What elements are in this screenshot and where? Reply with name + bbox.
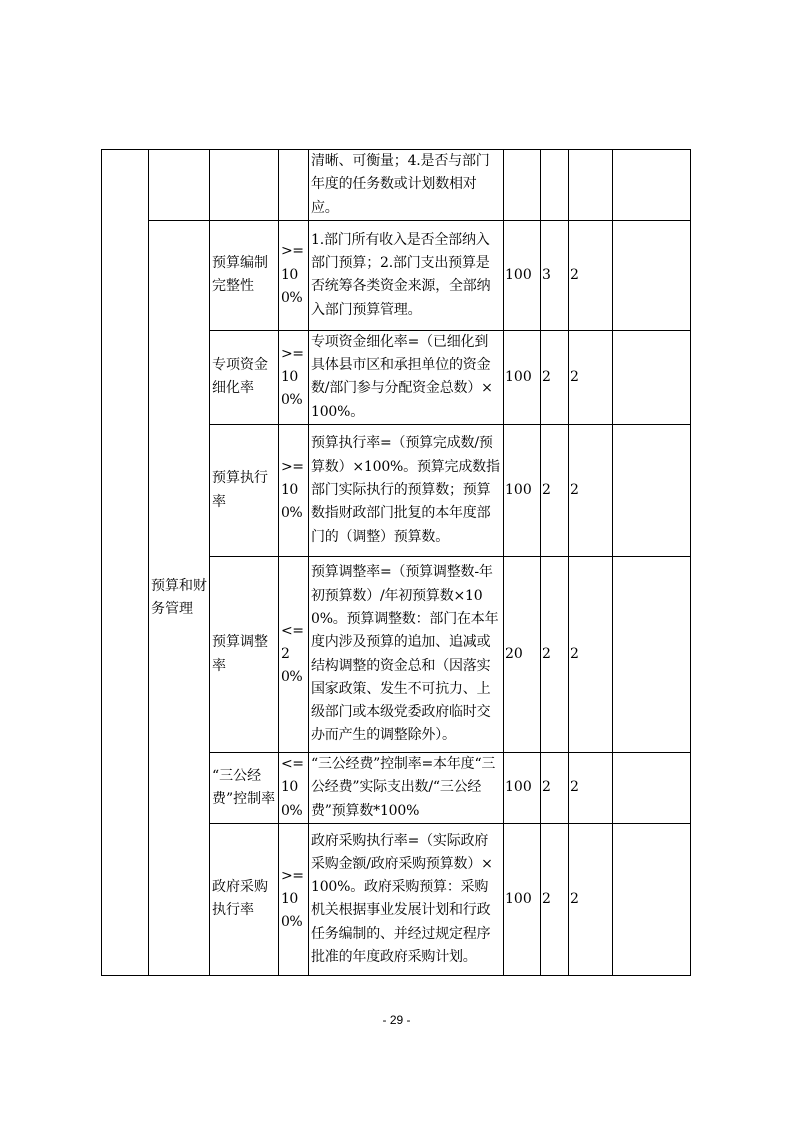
indicator-target: 100 bbox=[505, 890, 532, 907]
indicator-name: 预算调整率 bbox=[212, 634, 268, 674]
criteria-cell bbox=[309, 150, 504, 221]
level2-category-cell bbox=[149, 220, 210, 975]
remark-cell bbox=[613, 557, 691, 753]
indicator-weight: 2 bbox=[542, 481, 551, 498]
indicator-score: 2 bbox=[570, 368, 579, 385]
indicator-criteria: 预算调整率=（预算调整数-年初预算数）/年初预算数×100%。预算调整数：部门在本年度内涉及预算的追加、追减或结构调整的资金总和（因落实国家政策、发生不可抗力、上级部门或本级党委政府临时交办而产生的调整除外）。 bbox=[311, 564, 499, 744]
indicator-weight: 2 bbox=[542, 890, 551, 907]
indicator-standard: >=100% bbox=[281, 867, 304, 931]
weight-cell bbox=[541, 425, 569, 557]
indicator-score: 2 bbox=[570, 645, 579, 662]
indicator-weight: 3 bbox=[542, 266, 551, 283]
weight-cell bbox=[541, 823, 569, 975]
remark-cell bbox=[613, 823, 691, 975]
indicator-criteria: 1.部门所有收入是否全部纳入部门预算；2.部门支出预算是否统筹各类资金来源，全部纳入部门预算管理。 bbox=[311, 231, 491, 318]
indicator-score: 2 bbox=[570, 890, 579, 907]
indicator-weight: 2 bbox=[542, 368, 551, 385]
indicator-name-cell bbox=[210, 753, 279, 824]
indicator-score: 2 bbox=[570, 779, 579, 796]
standard-cell bbox=[279, 425, 309, 557]
target-cell bbox=[504, 330, 541, 424]
score-cell bbox=[569, 557, 613, 753]
indicator-name-cell bbox=[210, 150, 279, 221]
remark-cell bbox=[613, 753, 691, 824]
level2-category-cell bbox=[149, 150, 210, 221]
indicator-weight: 2 bbox=[542, 779, 551, 796]
indicator-name: “三公经费”控制率 bbox=[212, 767, 276, 808]
level1-category-cell bbox=[102, 150, 149, 976]
indicator-name: 预算编制完整性 bbox=[212, 255, 268, 295]
target-cell bbox=[504, 425, 541, 557]
score-cell bbox=[569, 823, 613, 975]
standard-cell bbox=[279, 753, 309, 824]
weight-cell bbox=[541, 753, 569, 824]
indicator-weight: 2 bbox=[542, 645, 551, 662]
indicator-name-cell bbox=[210, 330, 279, 424]
table-row bbox=[102, 150, 691, 221]
indicator-target: 20 bbox=[505, 645, 523, 662]
indicator-target: 100 bbox=[505, 481, 532, 498]
indicator-standard: <=100% bbox=[281, 756, 304, 819]
score-cell bbox=[569, 330, 613, 424]
indicator-name: 政府采购执行率 bbox=[212, 879, 268, 919]
target-cell bbox=[504, 753, 541, 824]
weight-cell bbox=[541, 330, 569, 424]
weight-cell bbox=[541, 220, 569, 330]
remark-cell bbox=[613, 425, 691, 557]
indicator-standard: >=100% bbox=[281, 345, 304, 409]
indicator-name-cell bbox=[210, 823, 279, 975]
indicator-name-cell bbox=[210, 557, 279, 753]
performance-indicator-table bbox=[101, 149, 691, 976]
indicator-criteria: 政府采购执行率=（实际政府采购金额/政府采购预算数）×100%。政府采购预算：采购机关根据事业发展计划和行政任务编制的、并经过规定程序批准的年度政府采购计划。 bbox=[311, 832, 493, 966]
criteria-cell bbox=[309, 220, 504, 330]
indicator-target: 100 bbox=[505, 266, 532, 283]
indicator-criteria: “三公经费”控制率=本年度“三公经费”实际支出数/“三公经费”预算数*100% bbox=[311, 756, 496, 819]
remark-cell bbox=[613, 150, 691, 221]
standard-cell bbox=[279, 823, 309, 975]
indicator-criteria: 专项资金细化率=（已细化到具体县市区和承担单位的资金数/部门参与分配资金总数）×100%。 bbox=[311, 333, 493, 420]
indicator-score: 2 bbox=[570, 481, 579, 498]
remark-cell bbox=[613, 330, 691, 424]
criteria-cell bbox=[309, 425, 504, 557]
indicator-standard: <=20% bbox=[281, 622, 304, 686]
standard-cell bbox=[279, 220, 309, 330]
indicator-score: 2 bbox=[570, 266, 579, 283]
indicator-name: 专项资金细化率 bbox=[212, 357, 268, 397]
target-cell bbox=[504, 220, 541, 330]
indicator-standard: >=100% bbox=[281, 243, 304, 307]
criteria-cell bbox=[309, 823, 504, 975]
page-number: - 29 - bbox=[382, 1013, 411, 1027]
criteria-cell bbox=[309, 753, 504, 824]
criteria-cell bbox=[309, 557, 504, 753]
indicator-name-cell bbox=[210, 220, 279, 330]
indicator-criteria: 预算执行率=（预算完成数/预算数）×100%。预算完成数指部门实际执行的预算数；预算数指财政部门批复的本年度部门的（调整）预算数。 bbox=[311, 435, 500, 545]
criteria-cell bbox=[309, 330, 504, 424]
group-label: 预算和财务管理 bbox=[151, 577, 207, 617]
standard-cell bbox=[279, 150, 309, 221]
standard-cell bbox=[279, 330, 309, 424]
indicator-criteria: 清晰、可衡量；4.是否与部门年度的任务数或计划数相对应。 bbox=[311, 153, 490, 216]
weight-cell bbox=[541, 150, 569, 221]
target-cell bbox=[504, 150, 541, 221]
target-cell bbox=[504, 557, 541, 753]
indicator-standard: >=100% bbox=[281, 458, 304, 522]
weight-cell bbox=[541, 557, 569, 753]
remark-cell bbox=[613, 220, 691, 330]
indicator-target: 100 bbox=[505, 368, 532, 385]
table-row bbox=[102, 220, 691, 330]
score-cell bbox=[569, 150, 613, 221]
indicator-target: 100 bbox=[505, 779, 532, 796]
standard-cell bbox=[279, 557, 309, 753]
score-cell bbox=[569, 425, 613, 557]
score-cell bbox=[569, 220, 613, 330]
indicator-name: 预算执行率 bbox=[212, 470, 268, 510]
target-cell bbox=[504, 823, 541, 975]
score-cell bbox=[569, 753, 613, 824]
indicator-name-cell bbox=[210, 425, 279, 557]
